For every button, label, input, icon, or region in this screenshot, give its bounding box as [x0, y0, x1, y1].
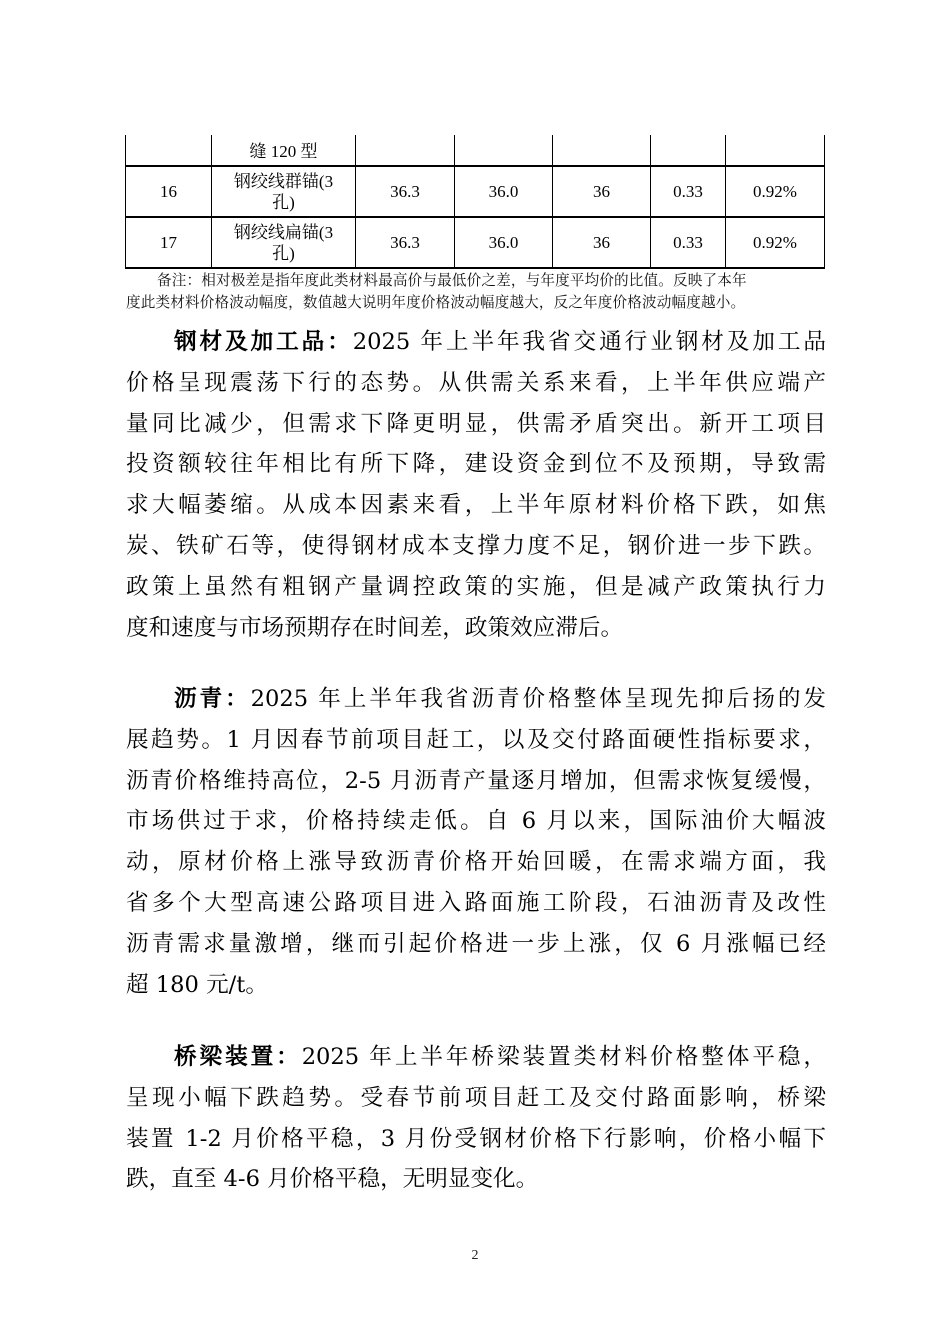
- cell-value: 36.0: [455, 217, 553, 268]
- cell-value: 0.33: [651, 166, 726, 217]
- cell-value: [726, 135, 825, 166]
- paragraph-line: [126, 679, 826, 720]
- cell-no: [126, 135, 212, 166]
- cell-value: [553, 135, 651, 166]
- cell-name-line: 钢绞线扁锚(3: [233, 222, 334, 242]
- cell-value: 0.92%: [726, 166, 825, 217]
- cell-name: [212, 217, 356, 268]
- paragraph-text: 2025 年上半年我省沥青价格整体呈现先抑后扬的发: [250, 686, 826, 712]
- cell-name-line: 钢绞线群锚(3: [233, 171, 334, 191]
- paragraph-steel: [126, 322, 826, 648]
- paragraph-heading: 钢材及加工品：: [174, 329, 353, 355]
- cell-name-line: 孔): [272, 192, 295, 212]
- cell-value: 36.3: [356, 166, 455, 217]
- price-table: [125, 135, 825, 269]
- paragraph-line: [126, 322, 826, 363]
- table-row: [126, 217, 825, 268]
- paragraph-line: 量同比减少，但需求下降更明显，供需矛盾突出。新开工项目: [126, 410, 826, 437]
- note-line: 备注：相对极差是指年度此类材料最高价与最低价之差，与年度平均价的比值。反映了本年: [157, 272, 747, 289]
- paragraph-line: 政策上虽然有粗钢产量调控政策的实施，但是减产政策执行力: [126, 573, 826, 600]
- cell-value: [651, 135, 726, 166]
- paragraph-line: 装置 1-2 月价格平稳，3 月份受钢材价格下行影响，价格小幅下: [126, 1125, 826, 1152]
- paragraph-line: 动，原材价格上涨导致沥青价格开始回暖，在需求端方面，我: [126, 849, 826, 876]
- paragraph-line: 呈现小幅下跌趋势。受春节前项目赶工及交付路面影响，桥梁: [126, 1084, 826, 1111]
- paragraph-line: 沥青价格维持高位，2-5 月沥青产量逐月增加，但需求恢复缓慢，: [126, 767, 826, 794]
- paragraph-heading: 沥青：: [174, 686, 251, 712]
- paragraph-line: 跌，直至 4-6 月价格平稳，无明显变化。: [126, 1166, 539, 1193]
- paragraph-text: 2025 年上半年桥梁装置类材料价格整体平稳，: [301, 1044, 827, 1070]
- cell-no: 16: [126, 166, 212, 217]
- paragraph-line: 超 180 元/t。: [126, 971, 268, 998]
- note-line: 度此类材料价格波动幅度，数值越大说明年度价格波动幅度越大，反之年度价格波动幅度越小。: [126, 294, 746, 311]
- paragraph-text: 2025 年上半年我省交通行业钢材及加工品: [352, 329, 826, 355]
- cell-value: [455, 135, 553, 166]
- cell-value: [356, 135, 455, 166]
- paragraph-line: 市场供过于求，价格持续走低。自 6 月以来，国际油价大幅波: [126, 808, 826, 835]
- cell-value: 0.92%: [726, 217, 825, 268]
- page-number: 2: [471, 1248, 479, 1263]
- cell-name: [212, 166, 356, 217]
- table-row: [126, 135, 825, 166]
- cell-name-line: 缝 120 型: [249, 142, 318, 161]
- cell-value: 36: [553, 217, 651, 268]
- paragraph-line: 价格呈现震荡下行的态势。从供需关系来看，上半年供应端产: [126, 369, 826, 396]
- paragraph-line: 投资额较往年相比有所下降，建设资金到位不及预期，导致需: [126, 451, 826, 478]
- paragraph-heading: 桥梁装置：: [174, 1044, 302, 1070]
- paragraph-asphalt: [126, 679, 826, 1005]
- paragraph-line: [126, 1037, 826, 1078]
- cell-name: [212, 135, 356, 166]
- cell-value: 0.33: [651, 217, 726, 268]
- cell-value: 36: [553, 166, 651, 217]
- paragraph-line: 度和速度与市场预期存在时间差，政策效应滞后。: [126, 614, 624, 641]
- paragraph-line: 展趋势。1 月因春节前项目赶工，以及交付路面硬性指标要求，: [126, 726, 826, 753]
- paragraph-bridge: [126, 1037, 826, 1200]
- paragraph-line: 沥青需求量激增，继而引起价格进一步上涨，仅 6 月涨幅已经: [126, 930, 826, 957]
- cell-name-line: 孔): [272, 243, 295, 263]
- table-note: [126, 270, 826, 314]
- cell-value: 36.0: [455, 166, 553, 217]
- table-row: [126, 166, 825, 217]
- cell-no: 17: [126, 217, 212, 268]
- paragraph-line: 炭、铁矿石等，使得钢材成本支撑力度不足，钢价进一步下跌。: [126, 532, 826, 559]
- cell-value: 36.3: [356, 217, 455, 268]
- paragraph-line: 省多个大型高速公路项目进入路面施工阶段，石油沥青及改性: [126, 889, 826, 916]
- paragraph-line: 求大幅萎缩。从成本因素来看，上半年原材料价格下跌，如焦: [126, 492, 826, 519]
